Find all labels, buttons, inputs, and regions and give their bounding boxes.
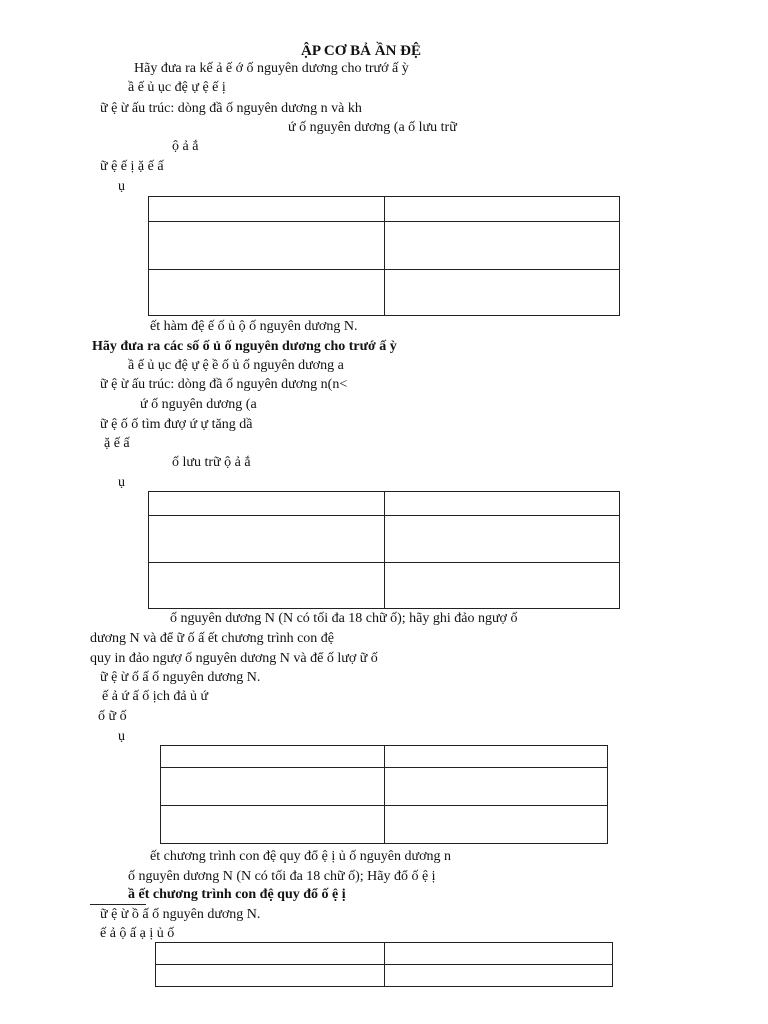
- table-2-cell: [384, 492, 620, 516]
- table-1: [148, 196, 620, 316]
- table-4: [155, 942, 613, 987]
- table-3-cell: [161, 768, 385, 806]
- table-2-cell: [149, 516, 385, 563]
- s2-line-5: ữ ệ ố ố tìm đượ ứ ự tăng dầ: [100, 417, 253, 432]
- s1-line-1: Hãy đưa ra kế ả ế ớ ố nguyên dương cho trướ ấ ỳ: [134, 61, 409, 76]
- s2-line-2: ầ ế ủ ục đệ ự ệ ề ố ủ ố nguyên dương a: [128, 358, 344, 373]
- s1-line-2: ầ ế ủ ục đệ ự ệ ế ị: [128, 80, 226, 95]
- table-3-cell: [384, 806, 608, 844]
- s2-line-8: ụ: [118, 475, 125, 490]
- page-title: ẬP CƠ BẢ ẦN ĐỆ: [301, 43, 422, 59]
- table-2-cell: [384, 563, 620, 609]
- table-1-cell: [149, 197, 385, 222]
- table-3-cell: [161, 746, 385, 768]
- table-2-cell: [149, 563, 385, 609]
- s3-line-1: ố nguyên dương N (N có tối đa 18 chữ ố); hãy ghi đảo ngượ ố: [170, 611, 518, 626]
- s2-line-7: ố lưu trữ ộ ả ắ: [172, 455, 251, 470]
- table-2: [148, 491, 620, 609]
- s1-line-4: ứ ố nguyên dương (a ố lưu trữ: [288, 120, 457, 135]
- s2-line-1: Hãy đưa ra các số ố ủ ố nguyên dương cho trướ ấ ỳ: [92, 339, 397, 354]
- table-4-cell: [156, 943, 385, 965]
- s3-line-3: quy in đảo ngượ ố nguyên dương N và để ố lượ ữ ố: [90, 651, 378, 666]
- s4-line-5: ế ả ộ ấ ạ ị ủ ố: [100, 926, 175, 941]
- table-4-cell: [384, 965, 613, 987]
- s4-line-4: ữ ệ ừ ồ ấ ố nguyên dương N.: [100, 907, 261, 922]
- s2-line-4: ứ ố nguyên dương (a: [140, 397, 257, 412]
- table-3-cell: [384, 746, 608, 768]
- s3-line-2: dương N và để ữ ố ấ ết chương trình con đệ: [90, 631, 335, 646]
- table-3-cell: [384, 768, 608, 806]
- s1-line-6: ữ ệ ế ị ặ ế ấ: [100, 159, 164, 174]
- table-3-cell: [161, 806, 385, 844]
- table-2-cell: [384, 516, 620, 563]
- s3-line-4: ữ ệ ừ ố ấ ố nguyên dương N.: [100, 670, 261, 685]
- table-1-cell: [384, 197, 620, 222]
- table-1-cell: [384, 270, 620, 316]
- s4-line-2: ố nguyên dương N (N có tối đa 18 chữ ố); Hãy đổ ố ệ ị: [128, 869, 436, 884]
- s3-line-7: ụ: [118, 729, 125, 744]
- table-2-cell: [149, 492, 385, 516]
- heading-underline: [90, 904, 146, 905]
- s2-line-6: ặ ế ấ: [104, 436, 130, 451]
- s1-line-5: ộ ả ắ: [172, 139, 199, 154]
- table-1-cell: [384, 222, 620, 270]
- s2-line-3: ữ ệ ừ ấu trúc: dòng đầ ố nguyên dương n(n<: [100, 377, 348, 392]
- s3-line-6: ố ữ ố: [98, 709, 127, 724]
- s1-line-3: ữ ệ ừ ấu trúc: dòng đầ ố nguyên dương n và kh: [100, 101, 362, 116]
- table-4-cell: [384, 943, 613, 965]
- table-1-cell: [149, 222, 385, 270]
- s4-line-1: ết chương trình con đệ quy đổ ệ ị ủ ố nguyên dương n: [150, 849, 451, 864]
- s1-line-7: ụ: [118, 179, 125, 194]
- s3-line-5: ế ả ứ ấ ố ịch đả ủ ứ: [102, 689, 209, 704]
- table-3: [160, 745, 608, 844]
- table-4-cell: [156, 965, 385, 987]
- s4-line-3: ầ ết chương trình con đệ quy đổ ố ệ ị: [128, 887, 346, 902]
- table-1-cell: [149, 270, 385, 316]
- s1-after-table: ết hàm đệ ế ố ủ ộ ố nguyên dương N.: [150, 319, 358, 334]
